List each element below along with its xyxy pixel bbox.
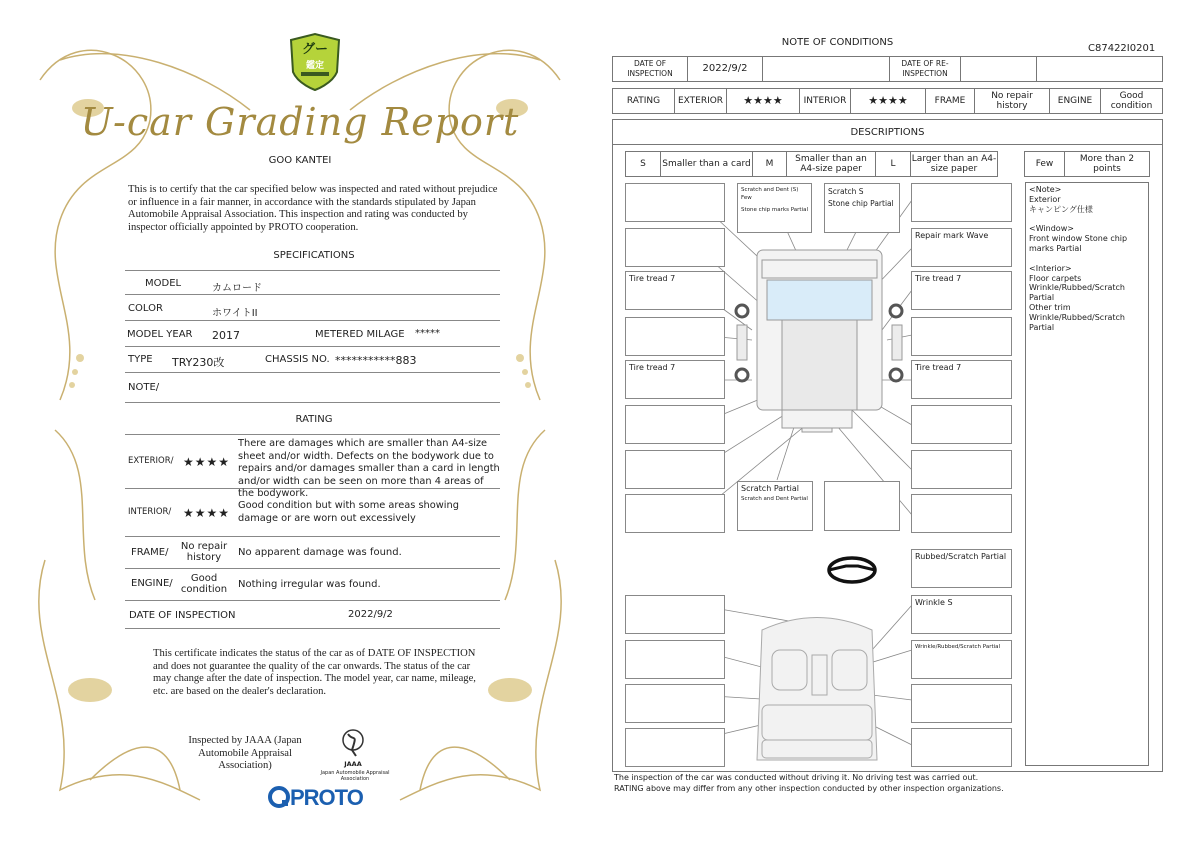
callout-box (911, 405, 1012, 444)
report-title: U-car Grading Report (80, 100, 520, 144)
notes-line: <Note> (1029, 185, 1062, 194)
exterior-label: EXTERIOR (674, 88, 727, 114)
legend-s-desc: Smaller than a card (660, 151, 753, 177)
interior-stars: ★★★★ (183, 506, 231, 520)
callout-box (911, 494, 1012, 533)
date-of-inspection-label: DATE OF INSPECTION (612, 56, 688, 82)
interior-label: INTERIOR/ (128, 507, 172, 517)
callout-line: Scratch Partial (741, 484, 799, 493)
exterior-stars: ★★★★ (183, 455, 231, 469)
callout-tire-front-right: Tire tread 7 (911, 271, 1012, 310)
callout-line: Stone chip Partial (828, 199, 894, 208)
legend-m-desc: Smaller than an A4-size paper (786, 151, 876, 177)
engine-description: Nothing irregular was found. (238, 579, 381, 590)
certificate-footer: This certificate indicates the status of the car as of DATE OF INSPECTION and does not guarantee the quality of the car onwards. The status of the car may change after the date of inspection. The model year, car name, mileage, etc. are based on the dealer's declaration. (153, 648, 476, 697)
note-row (125, 374, 500, 403)
interior-stars: ★★★★ (850, 88, 926, 114)
callout-interior-wrinkle-rubbed: Wrinkle/Rubbed/Scratch Partial (911, 640, 1012, 679)
frame-label: FRAME/ (131, 547, 169, 558)
specifications-heading: SPECIFICATIONS (273, 250, 355, 261)
frame-value: No repair history (180, 541, 228, 563)
legend-s: S (625, 151, 661, 177)
exterior-stars: ★★★★ (726, 88, 800, 114)
chassis-label: CHASSIS NO. (265, 354, 330, 365)
notes-line: Front window Stone chip marks Partial (1029, 234, 1128, 253)
legend-l-desc: Larger than an A4-size paper (910, 151, 998, 177)
callout-line: Scratch and Dent (S) Few (741, 187, 799, 201)
notes-line: Exterior (1029, 194, 1061, 204)
callout-box (911, 450, 1012, 489)
date-of-inspection-value: 2022/9/2 (687, 56, 763, 82)
mileage-value: ***** (415, 328, 440, 339)
interior-description: Good condition but with some areas showing damage or are worn out excessively (238, 500, 459, 524)
jaaa-caption: Japan Automobile Appraisal Association (320, 770, 390, 782)
legend-m: M (752, 151, 787, 177)
frame-label: FRAME (925, 88, 975, 114)
engine-label: ENGINE (1049, 88, 1101, 114)
mileage-label: METERED MILAGE (315, 329, 405, 340)
callout-box (625, 183, 725, 222)
badge-bottom-text: 鑑定 (305, 61, 324, 71)
notes-line: Wrinkle/Rubbed/Scratch Partial (1029, 312, 1125, 332)
certification-statement: This is to certify that the car specified below was inspected and rated without prejudice or influence in a fair manner, in accordance with the standards stipulated by Japan Automobile Appraisal Association. This inspection and rating was conducted by inspector officially appointed by PROTO cooperation. (128, 184, 498, 233)
notes-line: <Window> (1029, 224, 1074, 234)
callout-box (625, 494, 725, 533)
callout-repair-mark: Repair mark Wave (911, 228, 1012, 267)
notes-panel (1025, 182, 1149, 766)
callout-line: Stone chip marks Partial (741, 207, 808, 213)
report-subtitle: GOO KANTEI (268, 155, 332, 166)
chassis-value: ***********883 (335, 354, 417, 367)
proto-logo-text: PROTO (290, 785, 363, 810)
divider (125, 270, 500, 271)
callout-interior-wrinkle: Wrinkle S (911, 595, 1012, 634)
callout-front-scratch-dent (737, 183, 812, 233)
callout-box (625, 450, 725, 489)
jaaa-logo-icon (340, 728, 366, 760)
notes-line: <Interior> (1029, 263, 1072, 273)
callout-box (911, 728, 1012, 767)
engine-value: Good condition (180, 573, 228, 595)
legend-few: Few (1024, 151, 1065, 177)
engine-value: Good condition (1100, 88, 1163, 114)
notes-spacer (1029, 254, 1145, 264)
callout-box (625, 728, 725, 767)
callout-box (824, 481, 900, 531)
model-row (125, 272, 500, 295)
callout-tire-rear-right: Tire tread 7 (911, 360, 1012, 399)
callout-front-scratch (824, 183, 900, 233)
exterior-description: There are damages which are smaller than A4-size sheet and/or width. Defects on the bodywork due to repairs and/or damages smaller than a card in length and/or width can be seen on more than 4 areas of the bodywork. (238, 438, 500, 499)
legend-few-desc: More than 2 points (1064, 151, 1150, 177)
type-value: TRY230改 (172, 356, 225, 369)
note-label: NOTE/ (128, 382, 160, 393)
empty-cell (762, 56, 890, 82)
model-value: カムロード (212, 283, 262, 294)
frame-value: No repair history (974, 88, 1050, 114)
callout-line: Scratch S (828, 187, 864, 196)
callout-box (625, 228, 725, 267)
callout-line: Scratch and Dent Partial (741, 496, 808, 502)
jaaa-logo-text: JAAA (344, 760, 362, 768)
callout-tire-front-left: Tire tread 7 (625, 271, 725, 310)
notes-line: Floor carpets (1029, 273, 1082, 283)
disclaimer-line: RATING above may differ from any other inspection conducted by other inspection organizations. (614, 784, 1004, 793)
inspection-date-label: DATE OF INSPECTION (129, 610, 236, 621)
engine-row (125, 570, 500, 601)
inspection-date-row (125, 602, 500, 629)
notes-spacer (1029, 214, 1145, 224)
callout-box (625, 317, 725, 356)
type-label: TYPE (128, 354, 153, 365)
callout-box (911, 183, 1012, 222)
model-year-label: MODEL YEAR (127, 329, 193, 340)
model-year-row (125, 322, 500, 347)
callout-box (625, 684, 725, 723)
engine-label: ENGINE/ (131, 578, 173, 589)
type-row (125, 348, 500, 373)
steering-wheel-icon (829, 558, 875, 582)
reinspection-label: DATE OF RE-INSPECTION (889, 56, 961, 82)
frame-row (125, 538, 500, 569)
notes-line: キャンピング仕様 (1029, 204, 1093, 214)
interior-label: INTERIOR (799, 88, 851, 114)
callout-tire-rear-left: Tire tread 7 (625, 360, 725, 399)
color-label: COLOR (128, 303, 163, 314)
reinspection-value (960, 56, 1037, 82)
callout-box (625, 640, 725, 679)
rating-heading: RATING (295, 414, 333, 425)
proto-logo-icon (268, 786, 292, 810)
inspected-by: Inspected by JAAA (Japan Automobile Appraisal Association) (188, 735, 302, 771)
callout-steering: Rubbed/Scratch Partial (911, 549, 1012, 588)
callout-rear-scratch (737, 481, 813, 531)
callout-box (911, 684, 1012, 723)
callout-box (625, 595, 725, 634)
inspection-date-value: 2022/9/2 (348, 609, 393, 620)
disclaimer (614, 772, 1004, 794)
disclaimer-line: The inspection of the car was conducted without driving it. No driving test was carried out. (614, 773, 979, 782)
color-row (125, 296, 500, 321)
badge-top-text: グー (301, 42, 328, 57)
exterior-label: EXTERIOR/ (128, 456, 174, 466)
report-id: C87422I0201 (1088, 43, 1156, 54)
model-label: MODEL (145, 278, 182, 289)
frame-description: No apparent damage was found. (238, 547, 402, 558)
rating-label: RATING (612, 88, 675, 114)
divider (125, 434, 500, 435)
notes-line: Wrinkle/Rubbed/Scratch Partial (1029, 283, 1125, 303)
empty-cell (1036, 56, 1163, 82)
descriptions-heading: DESCRIPTIONS (612, 121, 1163, 145)
legend-l: L (875, 151, 911, 177)
notes-line: Other trim (1029, 302, 1071, 312)
callout-box (625, 405, 725, 444)
conditions-heading: NOTE OF CONDITIONS (781, 37, 894, 48)
model-year-value: 2017 (212, 329, 240, 342)
callout-box (911, 317, 1012, 356)
color-value: ホワイトII (212, 308, 258, 319)
